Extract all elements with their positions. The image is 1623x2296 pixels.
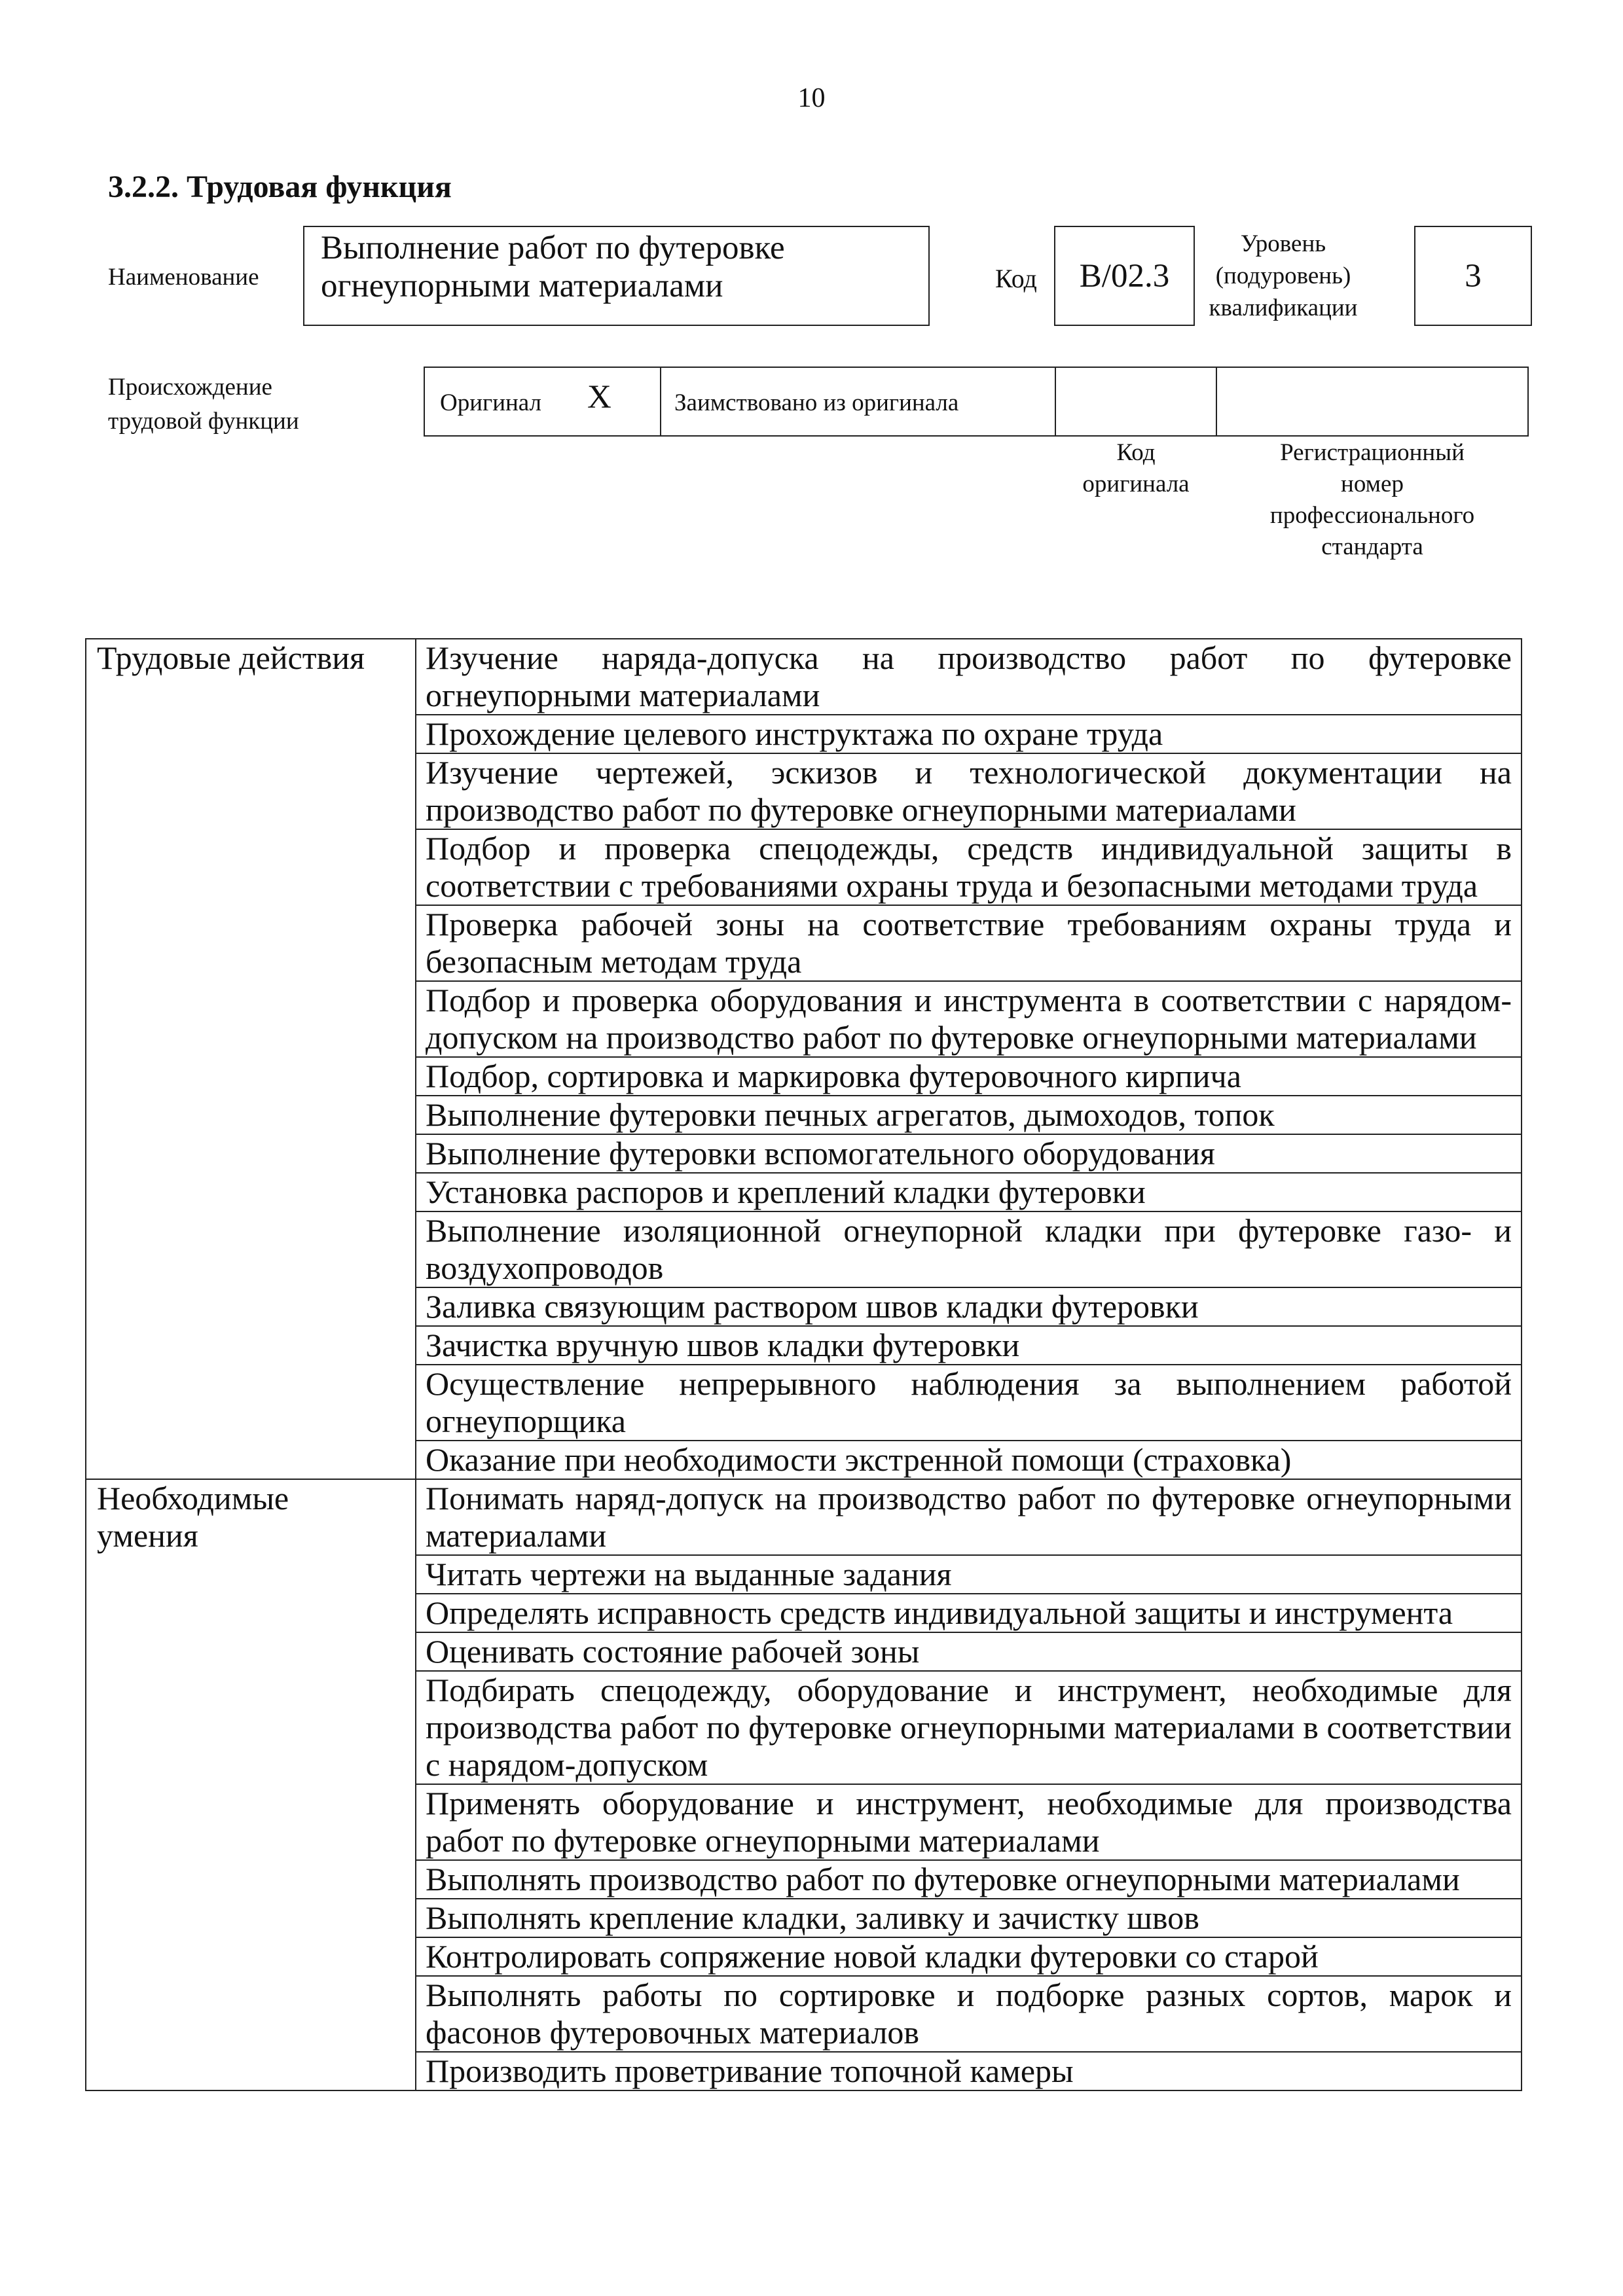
level-label-line3: квалификации	[1209, 295, 1358, 321]
function-table	[85, 638, 1522, 2091]
table-row	[86, 639, 1522, 715]
reg-caption-line3: профессионального	[1269, 502, 1475, 529]
skill-item: Читать чертежи на выданные задания	[416, 1555, 1522, 1594]
labor-action-item: Установка распоров и креплений кладки футеровки	[416, 1173, 1522, 1211]
skill-item: Понимать наряд-допуск на производство работ по футеровке огнеупорными материалами	[416, 1479, 1522, 1555]
skill-item: Выполнять производство работ по футеровке огнеупорными материалами	[416, 1860, 1522, 1899]
reg-caption-line4: стандарта	[1321, 533, 1423, 560]
labor-actions-label: Трудовые действия	[86, 639, 416, 1479]
code-original-cell	[1055, 367, 1217, 437]
labor-action-item: Выполнение футеровки вспомогательного оборудования	[416, 1134, 1522, 1173]
skill-item: Оценивать состояние рабочей зоны	[416, 1632, 1522, 1671]
level-label	[1208, 228, 1359, 324]
labor-action-item: Проверка рабочей зоны на соответствие требованиям охраны труда и безопасным методам труда	[416, 905, 1522, 981]
required-skills-label	[86, 1479, 416, 2090]
labor-action-item: Изучение наряда-допуска на производство работ по футеровке огнеупорными материалами	[416, 639, 1522, 715]
function-name: Выполнение работ по футеровке огнеупорными материалами	[321, 230, 785, 304]
code-value: B/02.3	[1054, 226, 1195, 326]
skill-item: Определять исправность средств индивидуальной защиты и инструмента	[416, 1594, 1522, 1632]
reg-caption-line2: номер	[1341, 471, 1404, 497]
skill-item: Выполнять крепление кладки, заливку и зачистку швов	[416, 1899, 1522, 1937]
labor-action-item: Осуществление непрерывного наблюдения за выполнением работой огнеупорщика	[416, 1365, 1522, 1441]
reg-number-caption	[1216, 437, 1529, 563]
code-original-caption-line1: Код	[1116, 439, 1156, 466]
original-mark: X	[587, 379, 611, 416]
name-label: Наименование	[108, 264, 259, 291]
page-number: 10	[797, 83, 826, 113]
labor-action-item: Зачистка вручную швов кладки футеровки	[416, 1326, 1522, 1365]
level-value: 3	[1414, 226, 1532, 326]
reg-caption-line1: Регистрационный	[1280, 439, 1465, 466]
origin-label	[108, 370, 299, 439]
labor-action-item: Выполнение футеровки печных агрегатов, дымоходов, топок	[416, 1096, 1522, 1134]
labor-action-item: Выполнение изоляционной огнеупорной кладки при футеровке газо- и воздухопроводов	[416, 1211, 1522, 1287]
labor-action-item: Заливка связующим раствором швов кладки футеровки	[416, 1287, 1522, 1326]
labor-action-item: Прохождение целевого инструктажа по охране труда	[416, 715, 1522, 753]
origin-label-line2: трудовой функции	[108, 408, 299, 435]
code-original-caption-line2: оригинала	[1082, 471, 1190, 497]
code-original-caption	[1055, 437, 1217, 500]
level-label-line1: Уровень	[1240, 230, 1326, 257]
labor-action-item: Подбор, сортировка и маркировка футеровочного кирпича	[416, 1057, 1522, 1096]
borrowed-label: Заимствовано из оригинала	[674, 389, 959, 416]
table-row	[86, 1479, 1522, 1555]
skill-item: Применять оборудование и инструмент, необходимые для производства работ по футеровке огнеупорными материалами	[416, 1784, 1522, 1860]
skill-item: Подбирать спецодежду, оборудование и инструмент, необходимые для производства работ по футеровке огнеупорными материалами в соответствии с нарядом-допуском	[416, 1671, 1522, 1784]
original-label: Оригинал	[440, 389, 542, 416]
skill-item: Производить проветривание топочной камеры	[416, 2052, 1522, 2090]
labor-action-item: Изучение чертежей, эскизов и технологической документации на производство работ по футеровке огнеупорными материалами	[416, 753, 1522, 829]
code-label: Код	[995, 264, 1037, 293]
labor-action-item: Оказание при необходимости экстренной помощи (страховка)	[416, 1441, 1522, 1479]
reg-number-cell	[1216, 367, 1529, 437]
required-skills-label-line1: Необходимые	[97, 1480, 289, 1516]
skill-item: Выполнять работы по сортировке и подборке разных сортов, марок и фасонов футеровочных материалов	[416, 1976, 1522, 2052]
labor-action-item: Подбор и проверка оборудования и инструмента в соответствии с нарядом-допуском на производство работ по футеровке огнеупорными материалами	[416, 981, 1522, 1057]
labor-action-item: Подбор и проверка спецодежды, средств индивидуальной защиты в соответствии с требованиями охраны труда и безопасными методами труда	[416, 829, 1522, 905]
origin-label-line1: Происхождение	[108, 374, 272, 401]
level-label-line2: (подуровень)	[1215, 262, 1351, 289]
skill-item: Контролировать сопряжение новой кладки футеровки со старой	[416, 1937, 1522, 1976]
required-skills-label-line2: умения	[97, 1517, 198, 1554]
section-title: 3.2.2. Трудовая функция	[108, 170, 452, 204]
